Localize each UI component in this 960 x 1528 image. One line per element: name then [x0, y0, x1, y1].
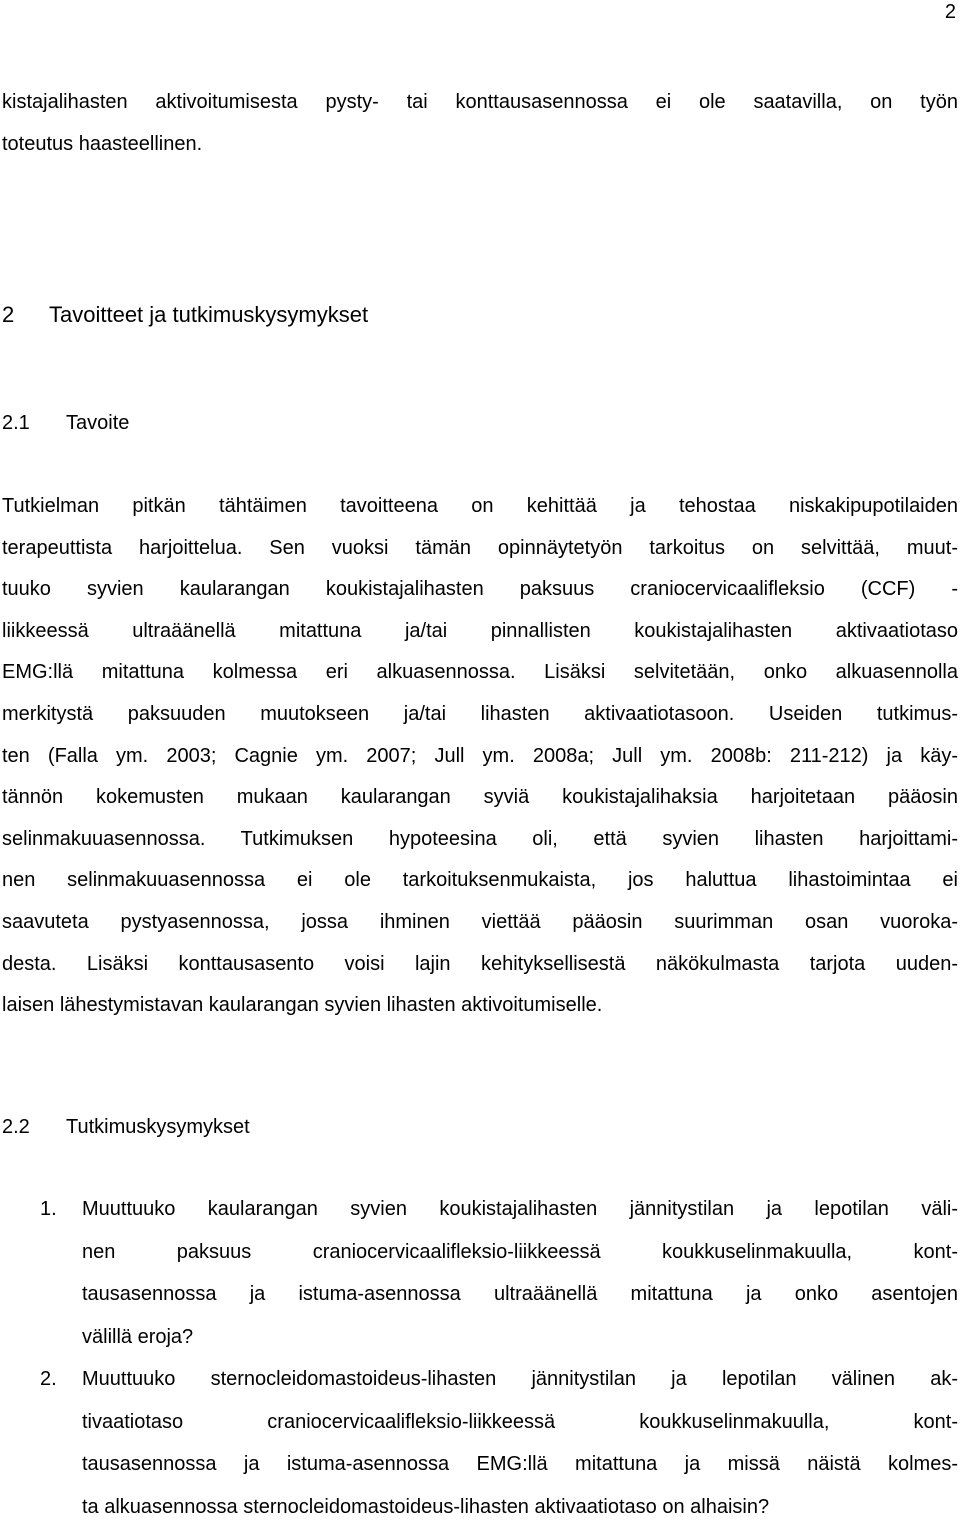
paragraph-line: EMG:llä mitattuna kolmessa eri alkuasennossa. Lisäksi selvitetään, onko alkuasennolla: [2, 652, 958, 694]
list-marker: 2.: [40, 1358, 57, 1401]
subsection-heading-goal: [2, 403, 129, 443]
list-item-line: Muuttuuko kaularangan syvien koukistajalihasten jännitystilan ja lepotilan väli-: [82, 1188, 958, 1231]
research-questions-list: [2, 1188, 958, 1528]
paragraph-line: liikkeessä ultraäänellä mitattuna ja/tai pinnallisten koukistajalihasten aktivaatiotaso: [2, 611, 958, 653]
list-marker: 1.: [40, 1188, 57, 1231]
paragraph-line: laisen lähestymistavan kaularangan syvien lihasten aktivoitumiselle.: [2, 985, 958, 1027]
section-number: 2: [2, 295, 49, 335]
paragraph-line: toteutus haasteellinen.: [2, 124, 958, 166]
list-item-line: tausasennossa ja istuma-asennossa EMG:llä mitattuna ja missä näistä kolmes-: [82, 1443, 958, 1486]
subsection-title: Tutkimuskysymykset: [66, 1116, 250, 1138]
paragraph-line: ten (Falla ym. 2003; Cagnie ym. 2007; Jull ym. 2008a; Jull ym. 2008b: 211-212) ja käy-: [2, 736, 958, 778]
subsection-number: 2.2: [2, 1107, 66, 1147]
paragraph-line: Tutkielman pitkän tähtäimen tavoitteena on kehittää ja tehostaa niskakipupotilaiden: [2, 486, 958, 528]
paragraph-line: terapeuttista harjoittelua. Sen vuoksi tämän opinnäytetyön tarkoitus on selvittää, muut-: [2, 528, 958, 570]
paragraph-line: kistajalihasten aktivoitumisesta pysty- tai konttausasennossa ei ole saatavilla, on työn: [2, 82, 958, 124]
paragraph-line: tännön kokemusten mukaan kaularangan syviä koukistajalihaksia harjoitetaan pääosin: [2, 777, 958, 819]
section-heading: [2, 295, 368, 335]
list-item-line: tivaatiotaso craniocervicaalifleksio-liikkeessä koukkuselinmakuulla, kont-: [82, 1401, 958, 1444]
subsection-title: Tavoite: [66, 412, 129, 434]
list-item: [2, 1188, 958, 1358]
list-item: [2, 1358, 958, 1528]
subsection-heading-questions: [2, 1107, 250, 1147]
list-item-line: nen paksuus craniocervicaalifleksio-liikkeessä koukkuselinmakuulla, kont-: [82, 1231, 958, 1274]
list-item-line: Muuttuuko sternocleidomastoideus-lihasten jännitystilan ja lepotilan välinen ak-: [82, 1358, 958, 1401]
subsection-number: 2.1: [2, 403, 66, 443]
paragraph-line: desta. Lisäksi konttausasento voisi lajin kehityksellisestä näkökulmasta tarjota uuden-: [2, 944, 958, 986]
intro-paragraph: [2, 82, 958, 165]
paragraph-line: selinmakuuasennossa. Tutkimuksen hypoteesina oli, että syvien lihasten harjoittami-: [2, 819, 958, 861]
goal-paragraph: [2, 486, 958, 1027]
page-number: 2: [945, 0, 956, 24]
list-item-line: ta alkuasennossa sternocleidomastoideus-lihasten aktivaatiotaso on alhaisin?: [82, 1486, 958, 1528]
section-title: Tavoitteet ja tutkimuskysymykset: [49, 302, 368, 327]
paragraph-line: tuuko syvien kaularangan koukistajalihasten paksuus craniocervicaalifleksio (CCF) -: [2, 569, 958, 611]
list-item-line: tausasennossa ja istuma-asennossa ultraäänellä mitattuna ja onko asentojen: [82, 1273, 958, 1316]
paragraph-line: merkitystä paksuuden muutokseen ja/tai lihasten aktivaatiotasoon. Useiden tutkimus-: [2, 694, 958, 736]
paragraph-line: nen selinmakuuasennossa ei ole tarkoituksenmukaista, jos haluttua lihastoimintaa ei: [2, 860, 958, 902]
list-item-line: välillä eroja?: [82, 1316, 958, 1359]
paragraph-line: saavuteta pystyasennossa, jossa ihminen viettää pääosin suurimman osan vuoroka-: [2, 902, 958, 944]
